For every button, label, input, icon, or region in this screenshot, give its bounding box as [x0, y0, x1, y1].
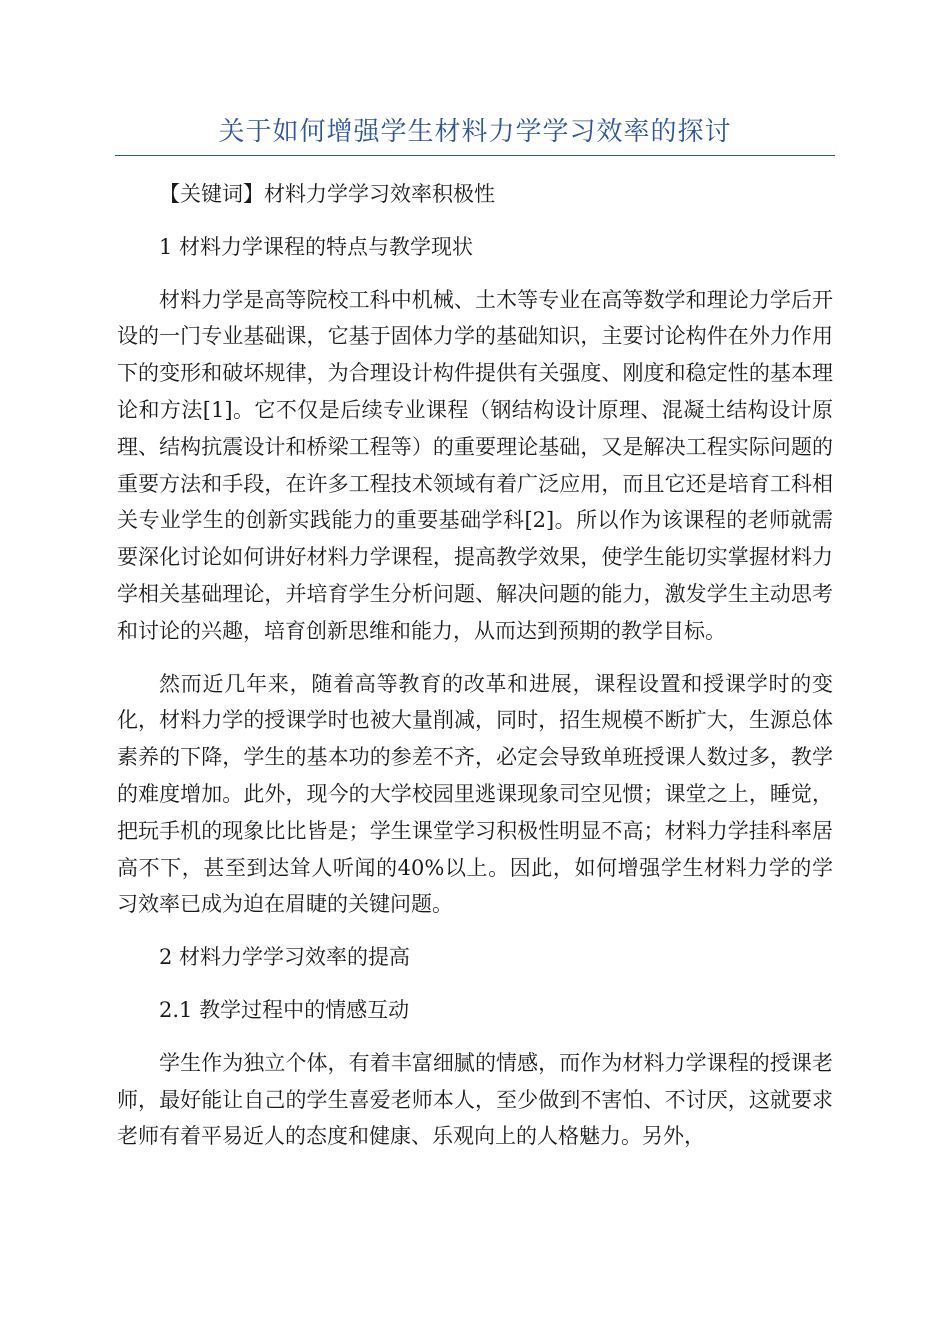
paragraph-1: 材料力学是高等院校工科中机械、土木等专业在高等数学和理论力学后开设的一门专业基础课，它基于固体力学的基础知识，主要讨论构件在外力作用下的变形和破坏规律，为合理设计构件提供有关强度、刚度和稳定性的基本理论和方法[1]。它不仅是后续专业课程（钢结构设计原理、混凝土结构设计原理、结构抗震设计和桥梁工程等）的重要理论基础，又是解决工程实际问题的重要方法和手段，在许多工程技术领域有着广泛应用，而且它还是培育工科相关专业学生的创新实践能力的重要基础学科[2]。所以作为该课程的老师就需要深化讨论如何讲好材料力学课程，提高教学效果，使学生能切实掌握材料力学相关基础理论，并培育学生分析问题、解决问题的能力，激发学生主动思考和讨论的兴趣，培育创新思维和能力，从而达到预期的教学目标。 [117, 287, 833, 643]
section-1-heading: 1 材料力学课程的特点与教学现状 [159, 234, 474, 259]
document-title: 关于如何增强学生材料力学学习效率的探讨 [218, 117, 732, 147]
document-body [117, 176, 833, 1171]
section-2-heading: 2 材料力学学习效率的提高 [159, 945, 411, 970]
title-underline [115, 155, 835, 156]
keywords-line: 【关键词】材料力学学习效率积极性 [159, 182, 495, 206]
paragraph-3: 学生作为独立个体，有着丰富细腻的情感，而作为材料力学课程的授课老师，最好能让自己的学生喜爱老师本人，至少做到不害怕、不讨厌，这就要求老师有着平易近人的态度和健康、乐观向上的人格魅力。另外， [117, 1050, 833, 1149]
paragraph-2: 然而近几年来，随着高等教育的改革和进展，课程设置和授课学时的变化，材料力学的授课学时也被大量削减，同时，招生规模不断扩大，生源总体素养的下降，学生的基本功的参差不齐，必定会导致单班授课人数过多，教学的难度增加。此外，现今的大学校园里逃课现象司空见惯；课堂之上，睡觉，把玩手机的现象比比皆是；学生课堂学习积极性明显不高；材料力学挂科率居高不下，甚至到达耸人听闻的40%以上。因此，如何增强学生材料力学的学习效率已成为迫在眉睫的关键问题。 [117, 671, 833, 917]
section-2-1-heading: 2.1 教学过程中的情感互动 [159, 997, 410, 1022]
